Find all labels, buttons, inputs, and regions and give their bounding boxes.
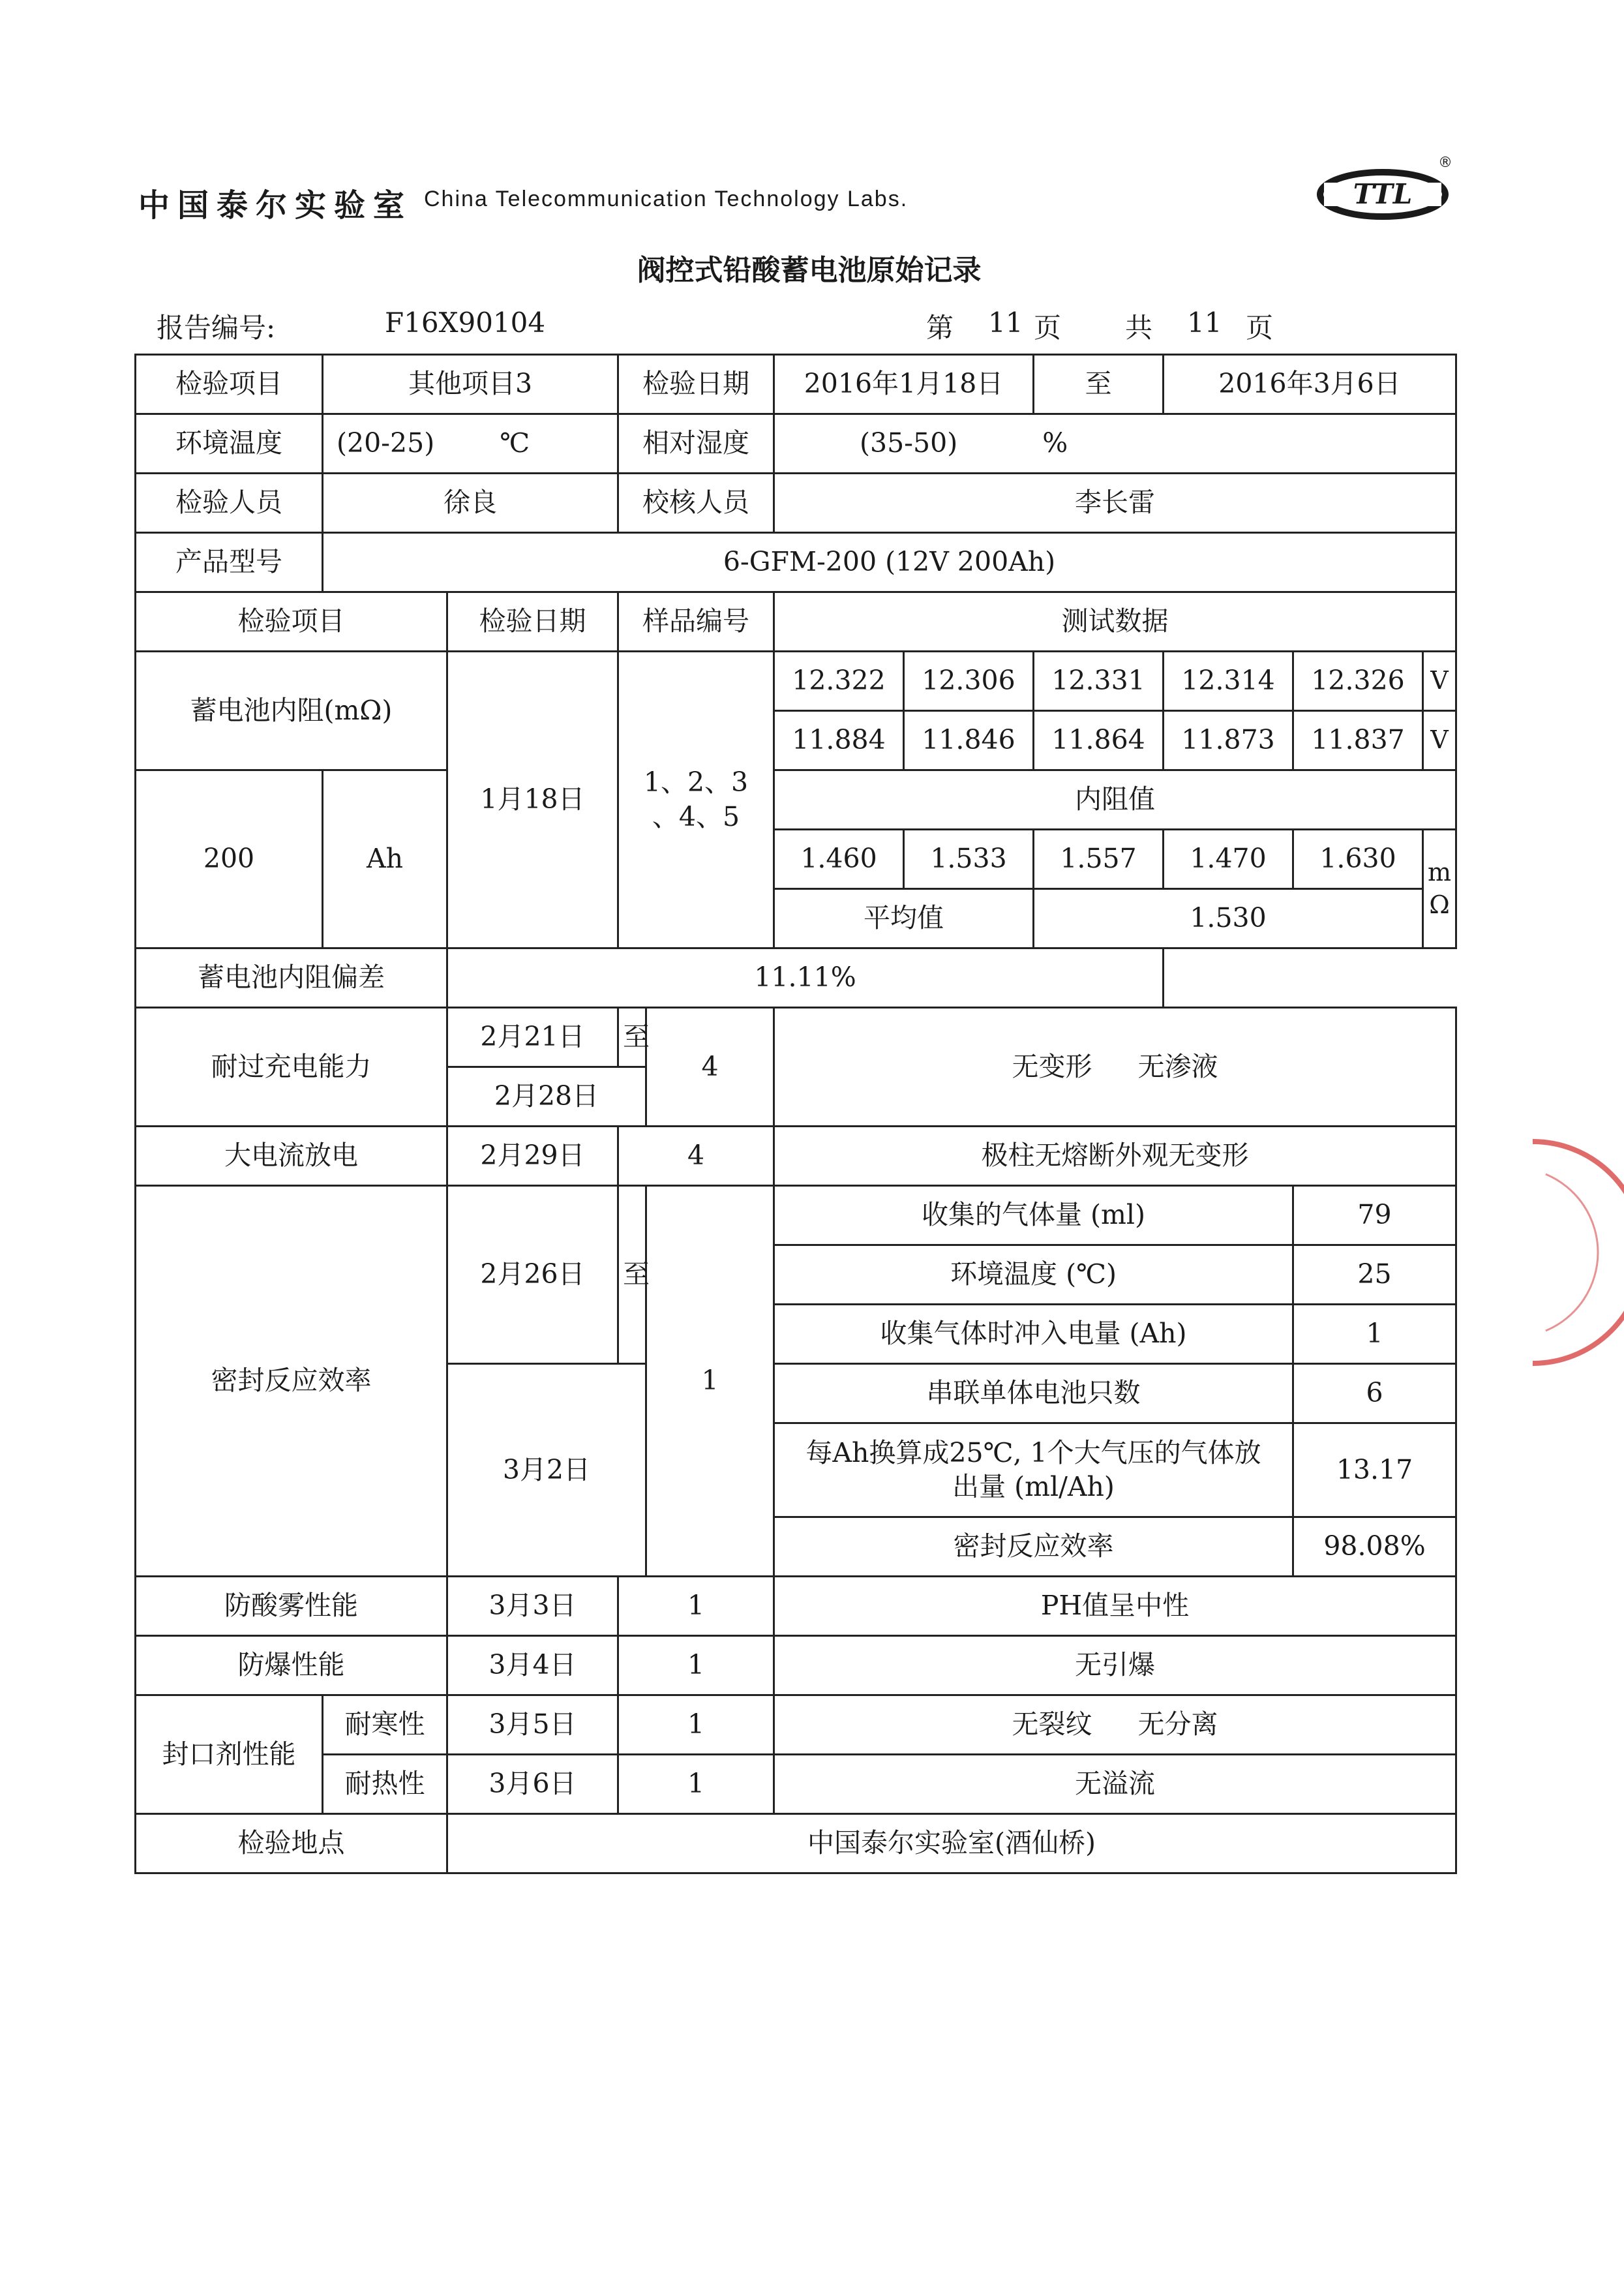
seal-to: 至 — [618, 1186, 646, 1364]
logo-text: TTL — [1353, 178, 1413, 210]
average-label: 平均值 — [774, 889, 1034, 948]
overcharge-date-from: 2月21日 — [447, 1008, 618, 1067]
col-header-data: 测试数据 — [774, 592, 1456, 652]
seal-row-label: 密封反应效率 — [774, 1517, 1293, 1577]
sealant-cold-result-b: 无分离 — [1137, 1708, 1218, 1740]
seal-row-label-line2: 出量 (ml/Ah) — [952, 1470, 1115, 1502]
ttl-logo — [1317, 150, 1461, 228]
info-model: 6-GFM-200 (12V 200Ah) — [323, 533, 1456, 592]
seal-row-value: 79 — [1293, 1186, 1456, 1245]
info-humidity-label: 相对湿度 — [618, 414, 774, 474]
overcharge-result-a: 无变形 — [1012, 1050, 1092, 1082]
info-inspector: 徐良 — [323, 474, 618, 533]
seal-row-label: 收集气体时冲入电量 (Ah) — [774, 1305, 1293, 1364]
seal-sample: 1 — [646, 1186, 774, 1577]
high-current-label: 大电流放电 — [136, 1127, 447, 1186]
info-date-label: 检验日期 — [618, 355, 774, 414]
seal-date-to: 3月2日 — [447, 1364, 646, 1577]
sealant-cold-label: 耐寒性 — [323, 1695, 447, 1755]
high-current-result: 极柱无熔断外观无变形 — [774, 1127, 1456, 1186]
resistance-date: 1月18日 — [447, 652, 618, 948]
voltage-cell: 11.846 — [904, 711, 1034, 770]
info-model-label: 产品型号 — [136, 533, 323, 592]
overcharge-sample: 4 — [646, 1008, 774, 1127]
col-header-date: 检验日期 — [447, 592, 618, 652]
internal-resistance-label: 内阻值 — [774, 770, 1456, 830]
internal-resistance-unit-line2: Ω — [1429, 890, 1450, 919]
overcharge-date-to: 2月28日 — [447, 1067, 646, 1127]
high-current-date: 2月29日 — [447, 1127, 618, 1186]
resistance-label: 蓄电池内阻(mΩ) — [136, 652, 447, 770]
internal-resistance-cell: 1.533 — [904, 830, 1034, 889]
info-humidity-value: (35-50) — [860, 427, 958, 459]
total-prefix: 共 — [1125, 312, 1153, 344]
internal-resistance-unit — [1423, 830, 1456, 948]
seal-row-label: 收集的气体量 (ml) — [774, 1186, 1293, 1245]
seal-label: 密封反应效率 — [136, 1186, 447, 1577]
sealant-cold-sample: 1 — [618, 1695, 774, 1755]
logo-registered-mark: ® — [1438, 155, 1452, 171]
voltage-cell: 11.864 — [1034, 711, 1164, 770]
voltage-cell: 12.322 — [774, 652, 904, 711]
org-name-cn: 中国泰尔实验室 — [138, 187, 413, 224]
record-table — [134, 354, 1457, 1874]
voltage-cell: 11.873 — [1164, 711, 1293, 770]
col-header-item: 检验项目 — [136, 592, 447, 652]
high-current-sample: 4 — [618, 1127, 774, 1186]
explosion-result: 无引爆 — [774, 1636, 1456, 1695]
seal-row-value: 25 — [1293, 1245, 1456, 1305]
location-label: 检验地点 — [136, 1814, 447, 1873]
internal-resistance-cell: 1.630 — [1293, 830, 1423, 889]
explosion-sample: 1 — [618, 1636, 774, 1695]
overcharge-to: 至 — [618, 1008, 646, 1067]
overcharge-result — [774, 1008, 1456, 1127]
sealant-heat-date: 3月6日 — [447, 1755, 618, 1814]
voltage-cell: 11.884 — [774, 711, 904, 770]
info-humidity-unit: % — [1042, 427, 1068, 459]
info-inspector-label: 检验人员 — [136, 474, 323, 533]
capacity-unit: Ah — [323, 770, 447, 948]
acid-mist-label: 防酸雾性能 — [136, 1577, 447, 1636]
resistance-samples-line2: 、4、5 — [652, 801, 740, 832]
info-date-from: 2016年1月18日 — [774, 355, 1034, 414]
sealant-cold-result-a: 无裂纹 — [1012, 1708, 1092, 1740]
sealant-heat-sample: 1 — [618, 1755, 774, 1814]
voltage-cell: 12.326 — [1293, 652, 1423, 711]
sealant-heat-result: 无溢流 — [774, 1755, 1456, 1814]
info-item-label: 检验项目 — [136, 355, 323, 414]
internal-resistance-cell: 1.470 — [1164, 830, 1293, 889]
seal-row-value: 98.08% — [1293, 1517, 1456, 1577]
org-name-en: China Telecommunication Technology Labs. — [424, 187, 909, 211]
overcharge-label: 耐过充电能力 — [136, 1008, 447, 1127]
overcharge-result-b: 无渗液 — [1137, 1050, 1218, 1082]
acid-mist-date: 3月3日 — [447, 1577, 618, 1636]
col-header-sample: 样品编号 — [618, 592, 774, 652]
seal-row-label: 环境温度 (℃) — [774, 1245, 1293, 1305]
internal-resistance-cell: 1.460 — [774, 830, 904, 889]
info-item: 其他项目3 — [323, 355, 618, 414]
info-temp-label: 环境温度 — [136, 414, 323, 474]
capacity-value: 200 — [136, 770, 323, 948]
info-date-to: 2016年3月6日 — [1164, 355, 1456, 414]
voltage-unit: V — [1423, 652, 1456, 711]
seal-row-label: 串联单体电池只数 — [774, 1364, 1293, 1423]
sealant-heat-label: 耐热性 — [323, 1755, 447, 1814]
seal-row-value: 13.17 — [1293, 1423, 1456, 1517]
voltage-cell: 11.837 — [1293, 711, 1423, 770]
page-suffix: 页 — [1034, 312, 1062, 344]
acid-mist-result: PH值呈中性 — [774, 1577, 1456, 1636]
seal-row-value: 1 — [1293, 1305, 1456, 1364]
total-pages: 11 — [1187, 307, 1222, 339]
internal-resistance-unit-line1: m — [1428, 858, 1452, 887]
red-seal-stamp — [1520, 1135, 1624, 1370]
document-title: 阀控式铅酸蓄电池原始记录 — [637, 254, 982, 287]
deviation-label: 蓄电池内阻偏差 — [136, 948, 447, 1008]
info-date-to-word: 至 — [1034, 355, 1164, 414]
report-number-label: 报告编号: — [157, 312, 276, 344]
seal-date-from: 2月26日 — [447, 1186, 618, 1364]
explosion-date: 3月4日 — [447, 1636, 618, 1695]
resistance-samples — [618, 652, 774, 948]
total-suffix: 页 — [1246, 312, 1274, 344]
info-checker-label: 校核人员 — [618, 474, 774, 533]
sealant-cold-result — [774, 1695, 1456, 1755]
info-temp-value: (20-25) — [337, 427, 435, 459]
resistance-samples-line1: 1、2、3 — [643, 766, 749, 798]
sealant-cold-date: 3月5日 — [447, 1695, 618, 1755]
info-checker: 李长雷 — [774, 474, 1456, 533]
info-temp-unit: ℃ — [500, 427, 530, 459]
seal-row-label — [774, 1423, 1293, 1517]
report-number: F16X90104 — [385, 307, 546, 339]
explosion-label: 防爆性能 — [136, 1636, 447, 1695]
seal-row-value: 6 — [1293, 1364, 1456, 1423]
deviation-value: 11.11% — [447, 948, 1164, 1008]
info-temp — [323, 414, 618, 474]
internal-resistance-cell: 1.557 — [1034, 830, 1164, 889]
voltage-cell: 12.306 — [904, 652, 1034, 711]
page-number: 11 — [988, 307, 1023, 339]
voltage-unit: V — [1423, 711, 1456, 770]
sealant-label: 封口剂性能 — [136, 1695, 323, 1814]
acid-mist-sample: 1 — [618, 1577, 774, 1636]
location-value: 中国泰尔实验室(酒仙桥) — [447, 1814, 1456, 1873]
page-prefix: 第 — [926, 312, 954, 344]
seal-row-label-line1: 每Ah换算成25℃, 1个大气压的气体放 — [805, 1437, 1261, 1469]
average-value: 1.530 — [1034, 889, 1423, 948]
voltage-cell: 12.314 — [1164, 652, 1293, 711]
voltage-cell: 12.331 — [1034, 652, 1164, 711]
info-humidity — [774, 414, 1456, 474]
